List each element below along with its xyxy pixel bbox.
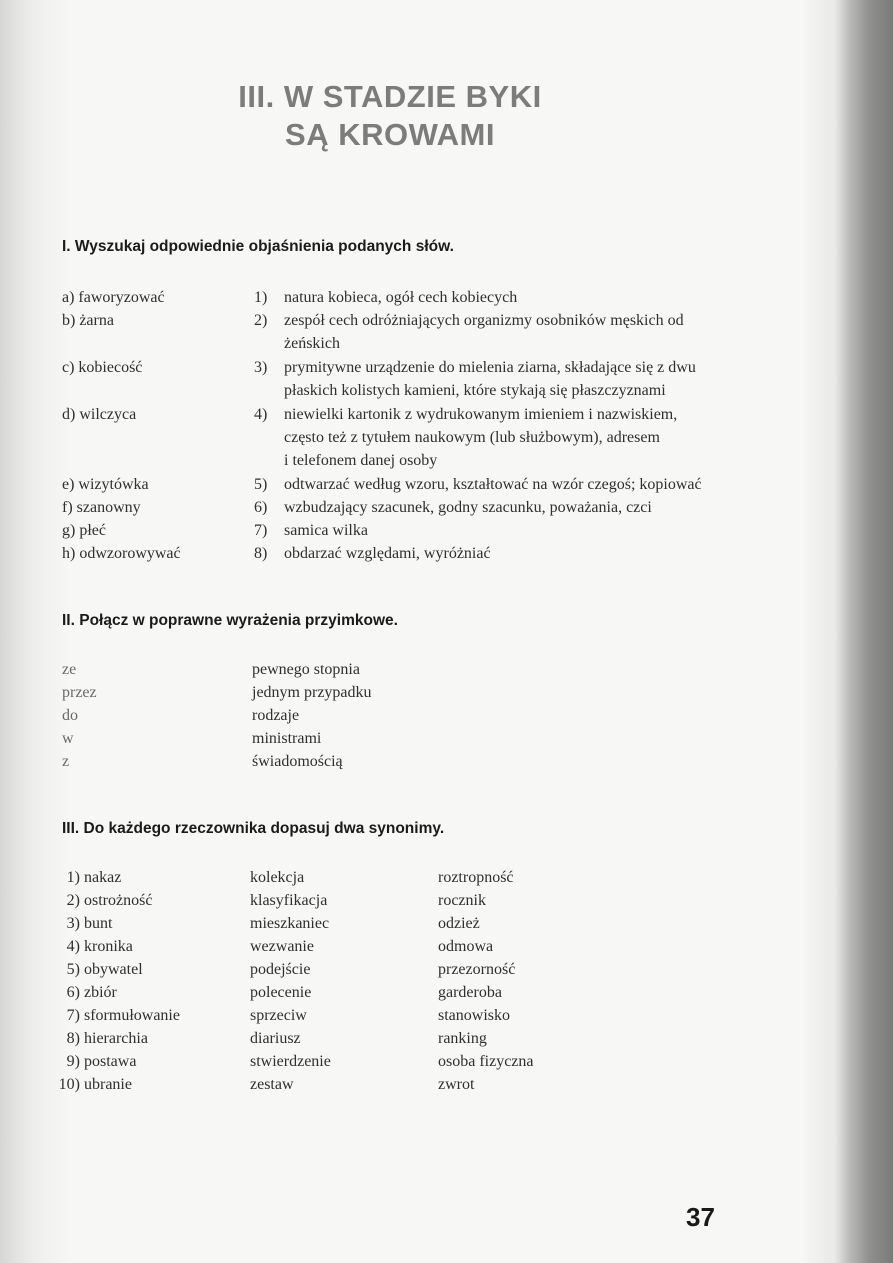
noun-number: 9) [66, 1053, 80, 1070]
noun-item [52, 1050, 136, 1073]
definition-text-continued: płaskich kolistych kamieni, które stykają się płaszczyznami [284, 382, 666, 399]
definition-number: 1) [254, 289, 268, 306]
definition-number: 4) [254, 406, 268, 423]
noun-number: 4) [66, 938, 80, 955]
synonym-item: diariusz [250, 1030, 301, 1047]
noun-number: 6) [66, 984, 80, 1001]
definition-text-continued: często też z tytułem naukowym (lub służbowym), adresem [284, 429, 660, 446]
noun-item [52, 935, 133, 958]
preposition-item: ze [62, 661, 77, 678]
synonym-item: polecenie [250, 984, 312, 1001]
noun-word: sformułowanie [84, 1007, 180, 1024]
definition-item [254, 519, 368, 542]
definition-item [254, 286, 517, 309]
noun-item [52, 981, 117, 1004]
definition-text-continued: żeńskich [284, 335, 340, 352]
noun-item [52, 958, 143, 981]
word-item: f) szanowny [62, 499, 141, 516]
synonym-item: odmowa [438, 938, 494, 955]
definition-text: obdarzać względami, wyróżniać [284, 545, 491, 562]
synonym-item: ranking [438, 1030, 487, 1047]
definition-item [254, 473, 702, 496]
synonym-item: odzież [438, 915, 480, 932]
word-item: g) płeć [62, 522, 106, 539]
definition-text: prymitywne urządzenie do mielenia ziarna, składające się z dwu [284, 359, 696, 376]
task-3-heading: III. Do każdego rzeczownika dopasuj dwa synonimy. [62, 820, 445, 837]
word-item: h) odwzorowywać [62, 545, 181, 562]
definition-number: 2) [254, 312, 268, 329]
synonym-item: zwrot [438, 1076, 475, 1093]
chapter-title-line-1: III. W STADZIE BYKI [238, 79, 542, 114]
definition-text: zespół cech odróżniających organizmy osobników męskich od [284, 312, 684, 329]
chapter-title [190, 78, 590, 154]
synonym-item: podejście [250, 961, 311, 978]
synonym-item: stanowisko [438, 1007, 510, 1024]
noun-item [52, 889, 152, 912]
phrase-item: pewnego stopnia [252, 661, 360, 678]
phrase-item: rodzaje [252, 707, 300, 724]
noun-item [52, 1073, 132, 1096]
page-number: 37 [686, 1202, 715, 1232]
synonym-item: mieszkaniec [250, 915, 330, 932]
synonym-item: wezwanie [250, 938, 314, 955]
phrase-item: jednym przypadku [252, 684, 372, 701]
synonym-item: osoba fizyczna [438, 1053, 534, 1070]
definition-text: odtwarzać według wzoru, kształtować na wzór czegoś; kopiować [284, 476, 702, 493]
definition-text: natura kobieca, ogół cech kobiecych [284, 289, 518, 306]
noun-number: 2) [66, 892, 80, 909]
synonym-item: garderoba [438, 984, 502, 1001]
synonym-item: kolekcja [250, 869, 305, 886]
synonym-item: klasyfikacja [250, 892, 328, 909]
noun-word: obywatel [84, 961, 143, 978]
noun-word: kronika [84, 938, 133, 955]
noun-word: hierarchia [84, 1030, 148, 1047]
preposition-item: w [62, 730, 74, 747]
synonym-item: rocznik [438, 892, 486, 909]
noun-item [52, 1027, 148, 1050]
definition-text: wzbudzający szacunek, godny szacunku, poważania, czci [284, 499, 652, 516]
noun-number: 7) [66, 1007, 80, 1024]
synonym-item: stwierdzenie [250, 1053, 331, 1070]
noun-number: 10) [58, 1076, 80, 1093]
chapter-title-line-2: SĄ KROWAMI [285, 117, 495, 152]
preposition-item: przez [62, 684, 97, 701]
definition-number: 6) [254, 499, 268, 516]
word-item: b) żarna [62, 312, 114, 329]
definition-item [254, 496, 652, 519]
noun-number: 3) [66, 915, 80, 932]
definition-number: 5) [254, 476, 268, 493]
preposition-item: z [62, 753, 70, 770]
synonym-item: roztropność [438, 869, 514, 886]
phrase-item: świadomością [252, 753, 343, 770]
definition-item [254, 403, 677, 426]
noun-word: ostrożność [84, 892, 153, 909]
noun-word: bunt [84, 915, 113, 932]
definition-item [254, 542, 491, 565]
task-2-heading: II. Połącz w poprawne wyrażenia przyimkowe. [62, 612, 398, 629]
definition-number: 3) [254, 359, 268, 376]
synonym-item: zestaw [250, 1076, 294, 1093]
task-1-heading: I. Wyszukaj odpowiednie objaśnienia podanych słów. [62, 238, 454, 255]
definition-item [254, 309, 684, 332]
definition-text: niewielki kartonik z wydrukowanym imieniem i nazwiskiem, [284, 406, 678, 423]
noun-word: nakaz [84, 869, 122, 886]
noun-word: zbiór [84, 984, 117, 1001]
noun-item [52, 1004, 180, 1027]
phrase-item: ministrami [252, 730, 322, 747]
word-item: e) wizytówka [62, 476, 149, 493]
definition-text-continued: i telefonem danej osoby [284, 452, 438, 469]
word-item: c) kobiecość [62, 359, 143, 376]
word-item: a) faworyzować [62, 289, 165, 306]
definition-item [254, 356, 696, 379]
definition-text: samica wilka [284, 522, 368, 539]
definition-number: 7) [254, 522, 268, 539]
definition-number: 8) [254, 545, 268, 562]
noun-item [52, 912, 112, 935]
noun-item [52, 866, 121, 889]
noun-number: 1) [66, 869, 80, 886]
synonym-item: przezorność [438, 961, 516, 978]
word-item: d) wilczyca [62, 406, 137, 423]
synonym-item: sprzeciw [250, 1007, 307, 1024]
noun-word: ubranie [84, 1076, 132, 1093]
noun-number: 5) [66, 961, 80, 978]
preposition-item: do [62, 707, 78, 724]
noun-number: 8) [66, 1030, 80, 1047]
noun-word: postawa [84, 1053, 137, 1070]
